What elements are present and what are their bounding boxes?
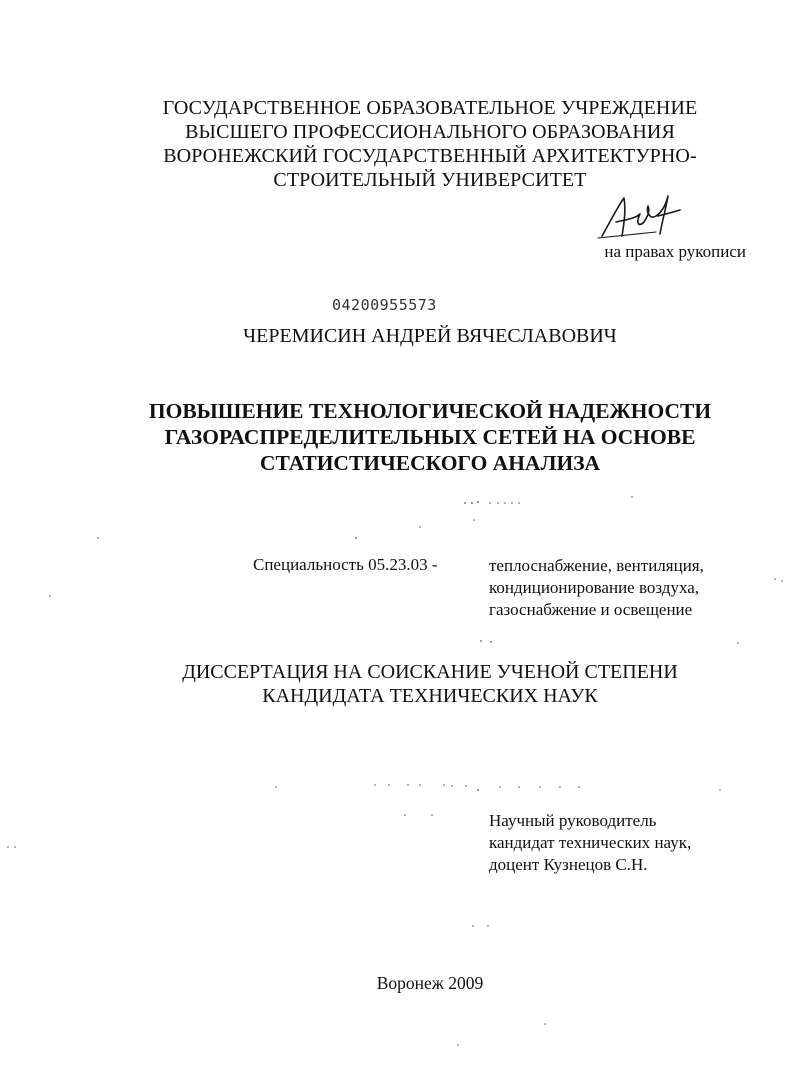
specialty-line: теплоснабжение, вентиляция, — [489, 556, 704, 575]
advisor-line: доцент Кузнецов С.Н. — [489, 855, 648, 874]
specialty-label: Специальность 05.23.03 - — [253, 555, 438, 574]
dissertation-title — [120, 398, 740, 476]
degree-line: ДИССЕРТАЦИЯ НА СОИСКАНИЕ УЧЕНОЙ СТЕПЕНИ — [182, 661, 678, 683]
title-line: ГАЗОРАСПРЕДЕЛИТЕЛЬНЫХ СЕТЕЙ НА ОСНОВЕ — [164, 425, 696, 449]
title-line: СТАТИСТИЧЕСКОГО АНАЛИЗА — [259, 451, 601, 475]
catalog-code: 04200955573 — [332, 296, 437, 314]
institution-header — [120, 96, 740, 192]
degree-line: КАНДИДАТА ТЕХНИЧЕСКИХ НАУК — [262, 685, 598, 707]
specialty-description — [489, 555, 704, 621]
city-year: Воронеж 2009 — [376, 973, 484, 993]
advisor-line: Научный руководитель — [489, 811, 657, 830]
title-line: ПОВЫШЕНИЕ ТЕХНОЛОГИЧЕСКОЙ НАДЕЖНОСТИ — [148, 399, 712, 423]
handwritten-signature — [596, 192, 688, 244]
institution-line: ВОРОНЕЖСКИЙ ГОСУДАРСТВЕННЫЙ АРХИТЕКТУРНО- — [163, 145, 697, 167]
institution-line: СТРОИТЕЛЬНЫЙ УНИВЕРСИТЕТ — [273, 169, 587, 191]
author-name: ЧЕРЕМИСИН АНДРЕЙ ВЯЧЕСЛАВОВИЧ — [243, 325, 617, 347]
manuscript-note: на правах рукописи — [604, 242, 746, 261]
institution-line: ВЫСШЕГО ПРОФЕССИОНАЛЬНОГО ОБРАЗОВАНИЯ — [185, 121, 675, 143]
institution-line: ГОСУДАРСТВЕННОЕ ОБРАЗОВАТЕЛЬНОЕ УЧРЕЖДЕНИЕ — [162, 97, 698, 119]
scientific-advisor — [489, 810, 691, 876]
specialty-line: кондиционирование воздуха, — [489, 578, 700, 597]
advisor-line: кандидат технических наук, — [489, 833, 692, 852]
degree-statement — [120, 660, 740, 708]
specialty-line: газоснабжение и освещение — [489, 600, 693, 619]
